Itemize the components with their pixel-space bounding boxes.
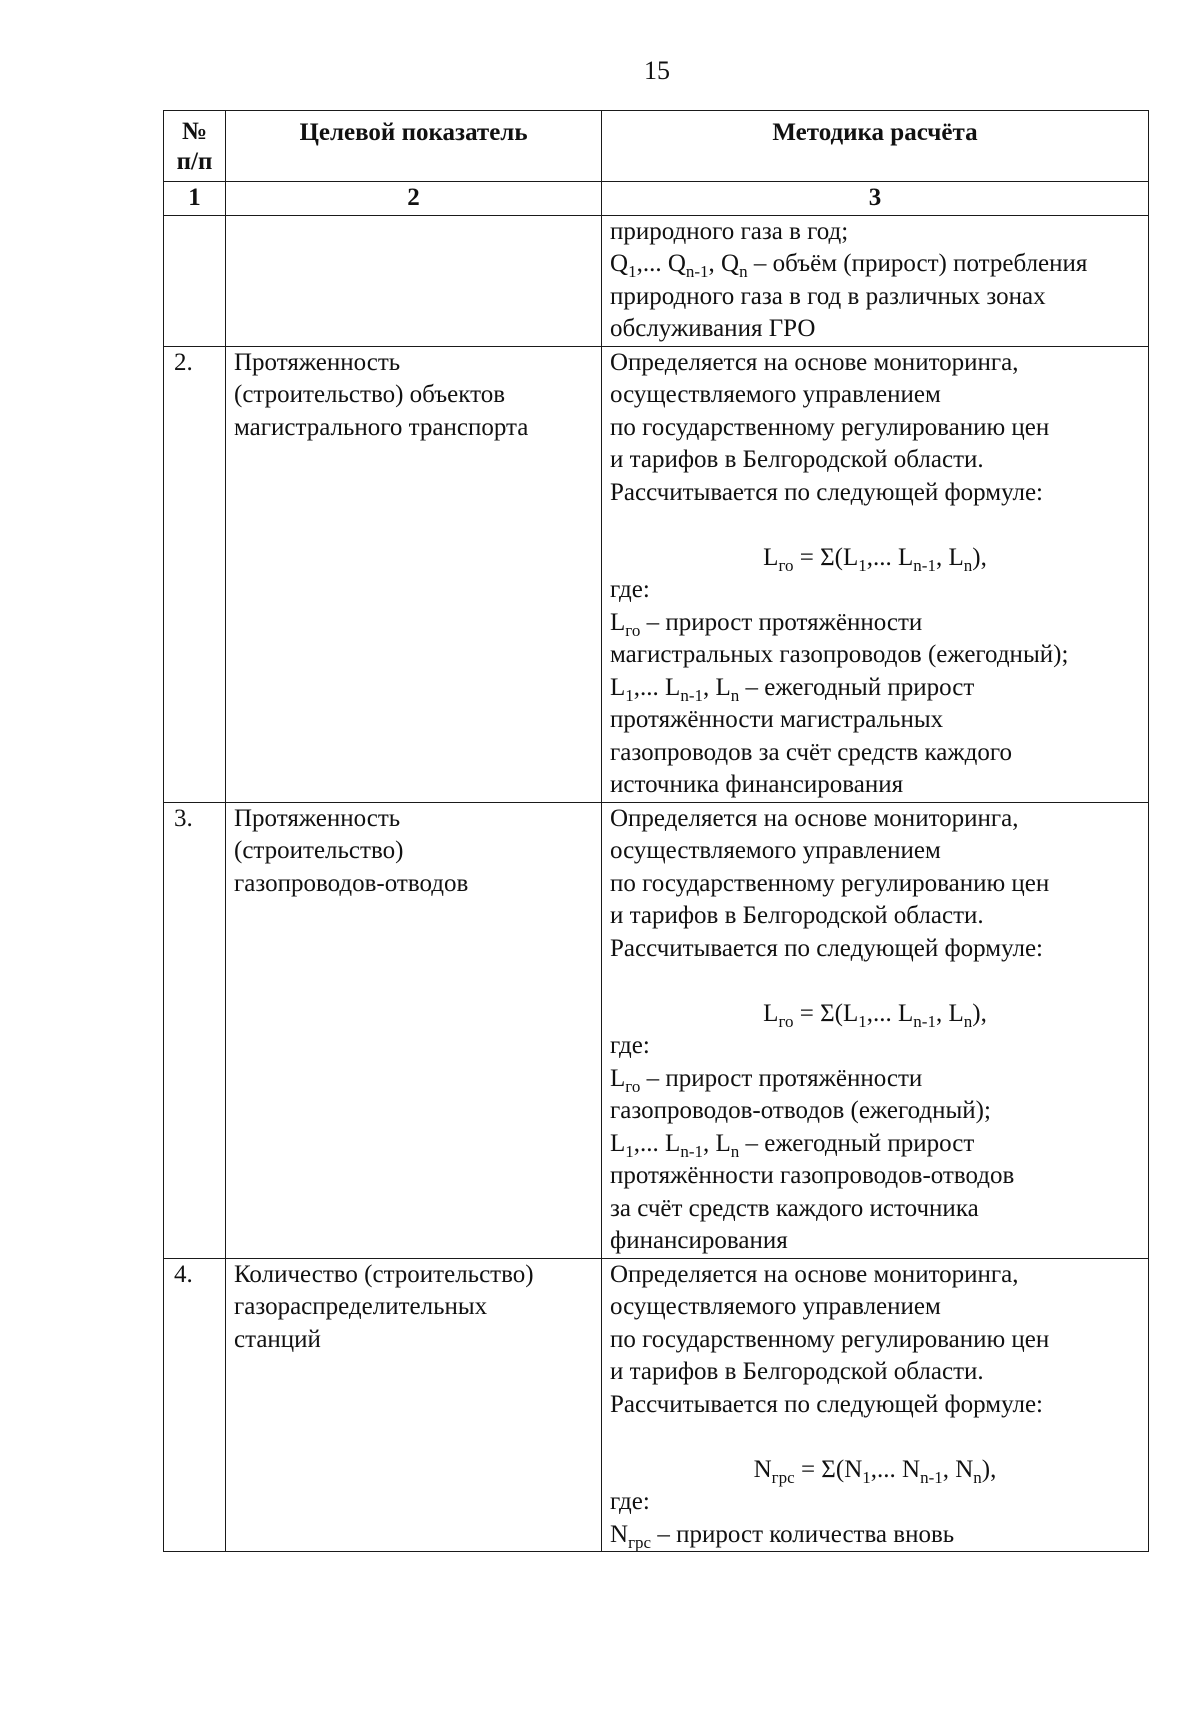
method-line: природного газа в год; xyxy=(610,217,849,245)
method-line: где: xyxy=(610,576,650,603)
method-line: и тарифов в Белгородской области. xyxy=(610,902,984,929)
method-line: Рассчитывается по следующей формуле: xyxy=(610,478,1044,506)
method-line: и тарифов в Белгородской области. xyxy=(610,446,984,473)
indicator-line: Количество (строительство) xyxy=(234,1260,534,1288)
method-line: газопроводов-отводов (ежегодный); xyxy=(610,1097,991,1124)
indicators-table xyxy=(163,110,1149,1552)
method-line: протяжённости магистральных xyxy=(610,706,944,733)
method-line: Определяется на основе мониторинга, xyxy=(610,804,1019,832)
column-number-row xyxy=(164,182,1149,216)
table-row xyxy=(164,1258,1149,1552)
indicator-line: газораспределительных xyxy=(234,1293,488,1320)
indicator-cell xyxy=(226,1258,602,1552)
indicator-line: станций xyxy=(234,1325,321,1353)
formula: $L_{го} = \Sigma(L_1$,... $L_{n-1}$, $L_n$), xyxy=(763,999,987,1031)
header-method: Методика расчёта xyxy=(602,111,1149,182)
indicator-line: газопроводов-отводов xyxy=(234,869,469,897)
method-line: Рассчитывается по следующей формуле: xyxy=(610,934,1044,962)
row-number xyxy=(164,215,226,346)
header-indicator: Целевой показатель xyxy=(226,111,602,182)
table-row xyxy=(164,802,1149,1258)
method-cell xyxy=(602,215,1149,346)
method-line: природного газа в год в различных зонах xyxy=(610,282,1046,310)
method-line: финансирования xyxy=(610,1227,788,1254)
indicator-line: Протяженность xyxy=(234,348,401,376)
method-line: за счёт средств каждого источника xyxy=(610,1194,979,1222)
indicator-line: магистрального транспорта xyxy=(234,413,529,441)
method-cell xyxy=(602,1258,1149,1552)
method-line: протяжённости газопроводов-отводов xyxy=(610,1162,1015,1189)
table-header-row xyxy=(164,111,1149,182)
column-number-3: 3 xyxy=(602,182,1149,216)
blank-line xyxy=(610,965,1140,998)
row-number: 2. xyxy=(164,346,226,802)
method-line: обслуживания ГРО xyxy=(610,315,816,342)
method-line: газопроводов за счёт средств каждого xyxy=(610,738,1012,766)
formula: $N_{грс} = \Sigma(N_1$,... $N_{n-1}$, $N_n$), xyxy=(753,1455,997,1487)
method-line: и тарифов в Белгородской области. xyxy=(610,1358,984,1385)
method-line: Определяется на основе мониторинга, xyxy=(610,1260,1019,1288)
column-number-1: 1 xyxy=(164,182,226,216)
method-line: Рассчитывается по следующей формуле: xyxy=(610,1390,1044,1418)
row-number: 3. xyxy=(164,802,226,1258)
blank-line xyxy=(610,1421,1140,1454)
method-cell xyxy=(602,346,1149,802)
method-line: Определяется на основе мониторинга, xyxy=(610,348,1019,376)
indicator-line: Протяженность xyxy=(234,804,401,832)
table-row xyxy=(164,215,1149,346)
indicator-cell xyxy=(226,215,602,346)
method-line: источника финансирования xyxy=(610,771,904,798)
method-line: $L_1$,... $L_{n-1}$, $L_n$ – ежегодный прирост xyxy=(610,1129,975,1161)
header-number-line2: п/п xyxy=(176,148,213,175)
blank-line xyxy=(610,509,1140,542)
method-line: осуществляемого управлением xyxy=(610,1293,941,1320)
method-line: $Q_1$,... $Q_{n-1}$, $Q_n$ – объём (прирост) потребления xyxy=(610,250,1088,281)
method-line: по государственному регулированию цен xyxy=(610,413,1050,441)
method-cell xyxy=(602,802,1149,1258)
indicator-cell xyxy=(226,346,602,802)
column-number-2: 2 xyxy=(226,182,602,216)
indicator-line: (строительство) xyxy=(234,837,404,864)
method-line: $L_{го}$ – прирост протяжённости xyxy=(610,608,923,640)
method-line: по государственному регулированию цен xyxy=(610,869,1050,897)
method-line: магистральных газопроводов (ежегодный); xyxy=(610,641,1069,668)
method-line: по государственному регулированию цен xyxy=(610,1325,1050,1353)
indicator-line: (строительство) объектов xyxy=(234,381,505,408)
method-line: $L_1$,... $L_{n-1}$, $L_n$ – ежегодный прирост xyxy=(610,673,975,705)
page-number: 15 xyxy=(644,56,670,85)
header-number-line1: № xyxy=(181,118,208,145)
header-number xyxy=(164,111,226,182)
method-line: $L_{го}$ – прирост протяжённости xyxy=(610,1064,923,1096)
method-line: где: xyxy=(610,1488,650,1515)
formula: $L_{го} = \Sigma(L_1$,... $L_{n-1}$, $L_n$), xyxy=(763,543,987,575)
table-body xyxy=(164,215,1149,1552)
method-line: $N_{грс}$ – прирост количества вновь xyxy=(610,1520,955,1552)
indicator-cell xyxy=(226,802,602,1258)
method-line: где: xyxy=(610,1032,650,1059)
method-line: осуществляемого управлением xyxy=(610,381,941,408)
table-row xyxy=(164,346,1149,802)
method-line: осуществляемого управлением xyxy=(610,837,941,864)
row-number: 4. xyxy=(164,1258,226,1552)
